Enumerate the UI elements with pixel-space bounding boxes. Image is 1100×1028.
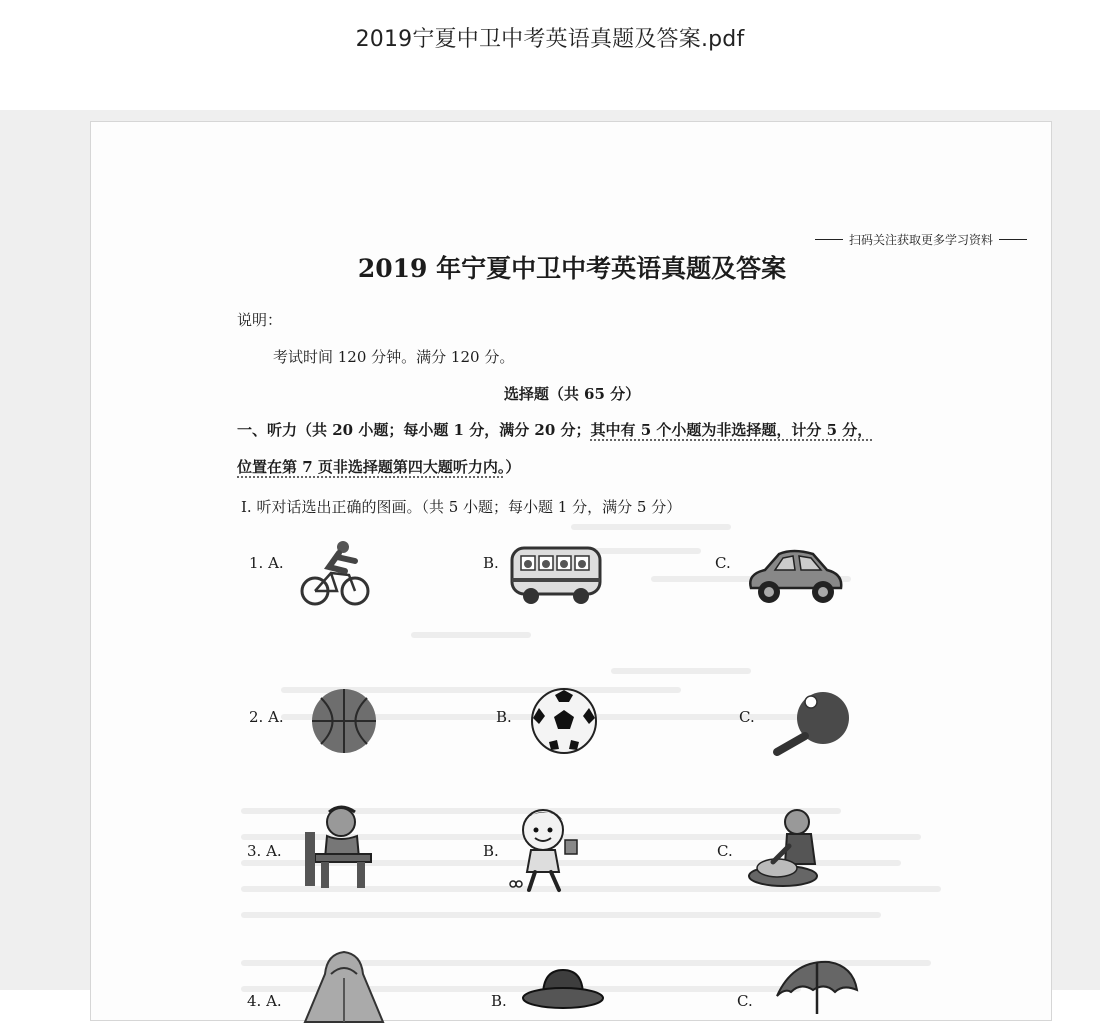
q1-option-b-label: B. — [483, 554, 499, 572]
scan-note — [809, 231, 1033, 248]
instructions-label: 说明： — [237, 311, 283, 329]
q2-option-c-label: C. — [739, 708, 755, 726]
bleed-through-mark — [591, 548, 701, 554]
boy-running-icon — [507, 806, 593, 896]
document-title: 2019宁夏中卫中考英语真题及答案.pdf — [355, 27, 745, 52]
bleed-through-mark — [411, 632, 531, 638]
q3-option-c-label: C. — [717, 842, 733, 860]
paper-title: 2019 年宁夏中卫中考英语真题及答案 — [357, 254, 787, 283]
dash-line — [815, 239, 843, 241]
dash-line — [999, 239, 1027, 241]
bleed-through-mark — [241, 912, 881, 918]
q4-option-c-label: C. — [737, 992, 753, 1010]
viewer-body[interactable] — [0, 110, 1100, 1010]
part1-heading-line2-end: ） — [505, 458, 521, 476]
part1-heading-line1-b: 其中有 5 个小题为非选择题，计分 5 分， — [590, 421, 873, 439]
listening-subheading: Ⅰ. 听对话选出正确的图画。（共 5 小题；每小题 1 分，满分 5 分） — [241, 498, 682, 516]
part1-heading-line2-text: 位置在第 7 页非选择题第四大题听力内。 — [237, 458, 506, 476]
boy-at-desk-icon — [301, 802, 375, 894]
umbrella-icon — [773, 956, 859, 1016]
part1-heading-line1-a: 一、听力（共 20 小题；每小题 1 分，满分 20 分； — [237, 421, 591, 439]
cyclist-icon — [299, 537, 371, 609]
boy-washing-clothes-icon — [745, 806, 831, 892]
q3-option-b-label: B. — [483, 842, 499, 860]
scan-note-text: 扫码关注获取更多学习资料 — [849, 233, 994, 247]
bleed-through-mark — [611, 668, 751, 674]
soccer-ball-icon — [529, 686, 599, 756]
viewer-header — [0, 0, 1100, 110]
bleed-through-mark — [571, 524, 731, 530]
bus-icon — [509, 542, 605, 608]
car-icon — [743, 546, 847, 610]
raincoat-icon — [299, 948, 389, 1028]
q1-option-c-label: C. — [715, 554, 731, 572]
part1-heading-line2 — [237, 456, 520, 477]
part1-heading-line1 — [237, 419, 872, 440]
instructions-text: 考试时间 120 分钟。满分 120 分。 — [273, 348, 515, 366]
q2-option-b-label: B. — [496, 708, 512, 726]
q4-option-a-label: 4. A. — [247, 992, 282, 1010]
basketball-icon — [309, 686, 379, 756]
pdf-page — [90, 121, 1052, 1021]
q2-option-a-label: 2. A. — [249, 708, 284, 726]
q3-option-a-label: 3. A. — [247, 842, 282, 860]
section-heading: 选择题（共 65 分） — [503, 385, 641, 403]
q1-option-a-label: 1. A. — [249, 554, 284, 572]
q4-option-b-label: B. — [491, 992, 507, 1010]
hat-icon — [521, 966, 605, 1016]
ping-pong-paddle-icon — [767, 690, 853, 760]
